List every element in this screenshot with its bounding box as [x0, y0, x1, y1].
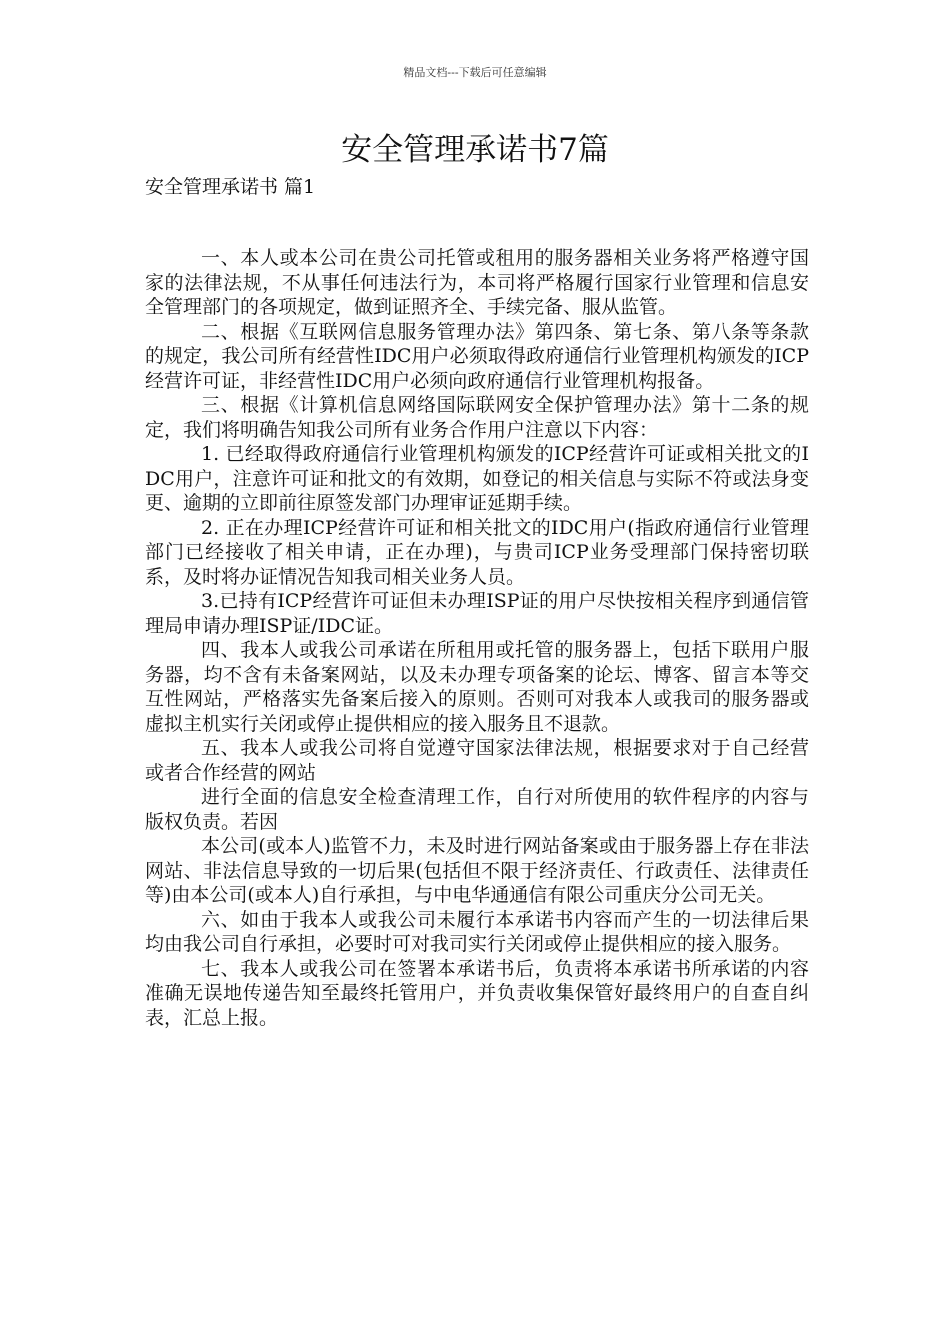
paragraph: 七、我本人或我公司在签署本承诺书后，负责将本承诺书所承诺的内容准确无误地传递告知至最终托管用户，并负责收集保管好最终用户的自查自纠表，汇总上报。	[145, 957, 809, 1029]
paragraph: 三、根据《计算机信息网络国际联网安全保护管理办法》第十二条的规定，我们将明确告知我公司所有业务合作用户注意以下内容：	[145, 394, 809, 441]
paragraph: 进行全面的信息安全检查清理工作，自行对所使用的软件程序的内容与版权负责。若因	[145, 786, 809, 833]
paragraph: 本公司(或本人)监管不力，未及时进行网站备案或由于服务器上存在非法网站、非法信息导致的一切后果(包括但不限于经济责任、行政责任、法律责任等)由本公司(或本人)自行承担，与中电华通通信有限公司重庆分公司无关。	[145, 835, 809, 906]
section-subtitle: 安全管理承诺书 篇1	[145, 176, 316, 198]
paragraph: 一、本人或本公司在贵公司托管或租用的服务器相关业务将严格遵守国家的法律法规，不从事任何违法行为，本司将严格履行国家行业管理和信息安全管理部门的各项规定，做到证照齐全、手续完备、服从监管。	[145, 247, 809, 318]
paragraph: 3.已持有ICP经营许可证但未办理ISP证的用户尽快按相关程序到通信管理局申请办理ISP证/IDC证。	[145, 590, 809, 637]
paragraph: 1. 已经取得政府通信行业管理机构颁发的ICP经营许可证或相关批文的IDC用户，注意许可证和批文的有效期，如登记的相关信息与实际不符或法身变更、逾期的立即前往原签发部门办理审证延期手续。	[145, 443, 809, 514]
paragraph: 六、如由于我本人或我公司未履行本承诺书内容而产生的一切法律后果均由我公司自行承担，必要时可对我司实行关闭或停止提供相应的接入服务。	[145, 908, 809, 955]
header-note: 精品文档---下载后可任意编辑	[403, 66, 547, 79]
paragraph: 2. 正在办理ICP经营许可证和相关批文的IDC用户(指政府通信行业管理部门已经接收了相关申请，正在办理)，与贵司ICP业务受理部门保持密切联系，及时将办证情况告知我司相关业务人员。	[145, 516, 809, 588]
document-body	[145, 246, 809, 1030]
paragraph: 五、我本人或我公司将自觉遵守国家法律法规，根据要求对于自己经营或者合作经营的网站	[145, 737, 809, 784]
paragraph: 四、我本人或我公司承诺在所租用或托管的服务器上，包括下联用户服务器，均不含有未备案网站，以及未办理专项备案的论坛、博客、留言本等交互性网站，严格落实先备案后接入的原则。否则可对我本人或我司的服务器或虚拟主机实行关闭或停止提供相应的接入服务且不退款。	[145, 639, 809, 735]
document-title: 安全管理承诺书7篇	[341, 132, 609, 168]
paragraph: 二、根据《互联网信息服务管理办法》第四条、第七条、第八条等条款的规定，我公司所有经营性IDC用户必须取得政府通信行业管理机构颁发的ICP经营许可证，非经营性IDC用户必须向政府通信行业管理机构报备。	[145, 320, 809, 392]
